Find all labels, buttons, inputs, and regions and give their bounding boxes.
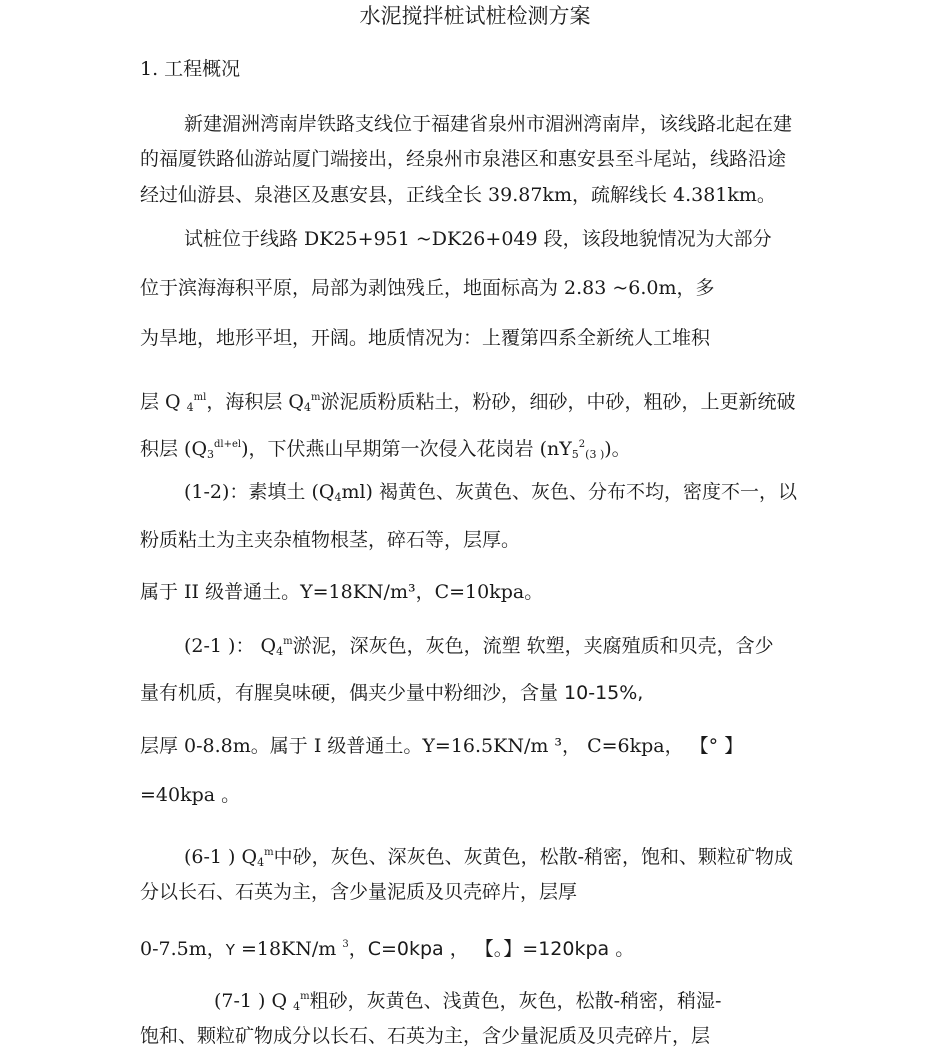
text-run: (2-1 )： Q [184, 635, 277, 657]
text-run: 层 Q [140, 391, 187, 413]
paragraph-line [184, 630, 774, 664]
superscript: m [310, 392, 321, 403]
paragraph-line: 分以长石、石英为主，含少量泥质及贝壳碎片，层厚 [140, 881, 578, 903]
subscript: 4 [293, 1000, 301, 1013]
paragraph-line: 为旱地，地形平坦，开阔。地质情况为：上覆第四系全新统人工堆积 [140, 327, 711, 349]
paragraph-line [140, 681, 643, 705]
paragraph-line [184, 480, 797, 510]
text-run: 淤泥，深灰色，灰色，流塑 软塑，夹腐殖质和贝壳，含少 [292, 635, 774, 657]
paragraph-line: 位于滨海海积平原，局部为剥蚀残丘，地面标高为 2.83 ~6.0m，多 [140, 277, 715, 299]
text-run: 淤泥质粉质粘土，粉砂，细砂，中砂，粗砂，上更新统破 [320, 391, 796, 413]
superscript: dl+el [214, 439, 242, 450]
text-run: 粗砂，灰黄色、浅黄色，灰色，松散-稍密，稍湿- [309, 990, 722, 1012]
text-run: ，C=0kpa ， 【。】=120kpa 。 [348, 938, 635, 960]
paragraph-line [140, 386, 795, 420]
paragraph-line: 粉质粘土为主夹杂植物根茎，碎石等，层厚。 [140, 529, 521, 551]
paragraph-line [184, 841, 793, 875]
paragraph-line: 饱和、颗粒矿物成分以长石、石英为主，含少量泥质及贝壳碎片，层 [140, 1025, 711, 1047]
subscript: 5 [571, 448, 579, 461]
text-run: 中砂，灰色、深灰色、灰黄色，松散-稍密，饱和、颗粒矿物成 [273, 846, 793, 868]
paragraph-line: 试桩位于线路 DK25+951 ~DK26+049 段，该段地貌情况为大部分 [184, 228, 772, 250]
superscript: m [264, 847, 274, 858]
superscript: 3 [342, 939, 349, 950]
paragraph-line: 经过仙游县、泉港区及惠安县，正线全长 39.87km，疏解线长 4.381km。 [140, 184, 776, 206]
text-run: 积层 (Q [140, 438, 208, 460]
paragraph-line: 新建湄洲湾南岸铁路支线位于福建省泉州市湄洲湾南岸，该线路北起在建 [184, 113, 793, 135]
subscript: 3 [207, 448, 215, 461]
text-run: (6-1 ) Q [184, 846, 258, 868]
paragraph-line [214, 985, 721, 1019]
subscript: 4 [186, 401, 194, 414]
paragraph-line: =40kpa 。 [140, 784, 241, 806]
text-run: (7-1 ) Q [214, 990, 294, 1012]
text-run: 10-15%, [564, 682, 644, 704]
paragraph-line: 属于 II 级普通土。Y=18KN/m³，C=10kpa。 [140, 581, 544, 603]
text-run: ，海积层 Q [206, 391, 304, 413]
subscript: 4 [257, 856, 265, 869]
superscript: m [283, 636, 293, 647]
document-title: 水泥搅拌桩试桩检测方案 [359, 4, 591, 28]
text-run: Y [225, 941, 235, 959]
subscript: 4 [303, 401, 311, 414]
text-run: (1-2)：素填土 (Q [184, 481, 335, 503]
text-run: 量有机质，有腥臭味硬，偶夹少量中粉细沙，含量 [140, 682, 565, 704]
subscript: (3 ) [585, 448, 605, 461]
text-run: ml) 褐黄色、灰黄色、灰色、分布不均，密度不一，以 [341, 481, 797, 503]
superscript: 2 [578, 439, 586, 450]
text-run: )。 [604, 438, 631, 460]
paragraph-line: 的福厦铁路仙游站厦门端接出，经泉州市泉港区和惠安县至斗尾站，线路沿途 [140, 148, 787, 170]
section-heading: 1. 工程概况 [140, 58, 241, 80]
text-run: 0-7.5m， [140, 938, 226, 960]
superscript: ml [193, 392, 207, 403]
paragraph-line [140, 433, 631, 467]
subscript: 4 [334, 491, 342, 504]
superscript: m [300, 991, 310, 1002]
paragraph-line: 层厚 0-8.8m。属于 I 级普通土。Y=16.5KN/m ³， C=6kpa， 【° 】 [140, 735, 744, 757]
paragraph-line [140, 933, 634, 962]
subscript: 4 [276, 645, 284, 658]
text-run: =18KN/m [234, 938, 343, 960]
text-run: )，下伏燕山早期第一次侵入花岗岩 (nY [241, 438, 572, 460]
